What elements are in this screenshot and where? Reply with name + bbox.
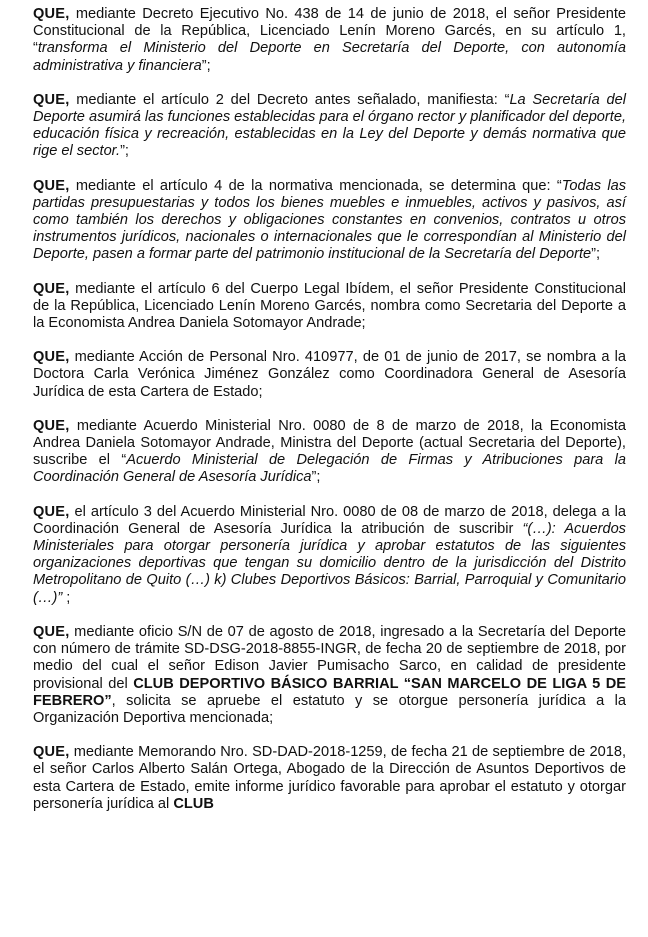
text: mediante el artículo 6 del Cuerpo Legal Ibídem, el señor Presidente Constitucional de la República, Licenciado Lenín Moreno Garcés, nombra como Secretaria del Deporte a la Economista Andrea Daniela Sotomayor Andrade; [33,280,626,332]
paragraph-decreto-438 [33,6,626,75]
que-label: QUE, [33,417,70,434]
que-label: QUE, [33,623,70,640]
club-name: CLUB DEPORTIVO BÁSICO BARRIAL “SAN MARCELO DE LIGA 5 DE FEBRERO” [33,675,626,709]
text: mediante oficio S/N de 07 de agosto de 2018, ingresado a la Secretaría del Deporte con número de trámite SD-DSG-2018-8855-INGR, de fecha 20 de septiembre de 2018, por medio del cual el señor Edison Javier Pumisacho Sarco, en calidad de presidente provisional del [33,623,626,692]
que-label: QUE, [33,349,70,366]
paragraph-accion-personal [33,349,626,401]
quote-text: “(…): Acuerdos Ministeriales para otorgar personería jurídica y aprobar estatutos de las siguientes organizaciones deportivas que tengan su domicilio dentro de la jurisdicción del Distrito Metropolitano de Quito (…) k) Clubes Deportivos Básicos: Barrial, Parroquial y Comunitario (…)” [33,520,626,606]
paragraph-articulo-6 [33,281,626,333]
text: ”; [120,143,129,160]
text: ; [62,589,71,606]
que-label: QUE, [33,744,70,761]
quote-text: Acuerdo Ministerial de Delegación de Firmas y Atribuciones para la Coordinación General de Asesoría Jurídica [33,452,626,486]
text: ”; [591,246,601,263]
quote-text: La Secretaría del Deporte asumirá las funciones establecidas para el órgano rector y planificador del deporte, educación física y recreación, establecidas en la Ley del Deporte y demás normativa que rige el sector. [33,91,627,160]
quote-text: Todas las partidas presupuestarias y todos los bienes muebles e inmuebles, activos y pasivos, así como también los derechos y obligaciones constantes en convenios, contratos u otros instrumentos jurídicos, nacionales o internacionales que le correspondían al Ministerio del Deporte, pasen a formar parte del patrimonio institucional de la Secretaría del Deporte [33,177,627,263]
text: mediante Memorando Nro. SD-DAD-2018-1259, de fecha 21 de septiembre de 2018, el señor Carlos Alberto Salán Ortega, Abogado de la Dirección de Asuntos Deportivos de esta Cartera de Estado, emite informe jurídico favorable para aprobar el estatuto y otorgar personería jurídica al [33,744,626,812]
paragraph-articulo-4 [33,178,626,264]
text: , solicita se apruebe el estatuto y se otorgue personería jurídica a la Organización Deportiva mencionada; [33,692,626,726]
paragraph-acuerdo-0080 [33,418,626,487]
que-label: QUE, [33,91,70,108]
que-label: QUE, [33,177,70,194]
quote-text: transforma el Ministerio del Deporte en Secretaría del Deporte, con autonomía administrativa y financiera [33,40,626,74]
text: mediante Acción de Personal Nro. 410977, de 01 de junio de 2017, se nombra a la Doctora Carla Verónica Jiménez González como Coordinadora General de Asesoría Jurídica de esta Cartera de Estado; [33,349,626,400]
que-label: QUE, [33,6,70,22]
text: mediante el artículo 2 del Decreto antes señalado, manifiesta: “ [69,91,510,108]
text: ”; [201,57,211,74]
paragraph-oficio [33,624,626,727]
que-label: QUE, [33,503,70,520]
text: mediante el artículo 4 de la normativa mencionada, se determina que: “ [69,177,562,194]
paragraph-articulo-3 [33,504,626,607]
club-name: CLUB [173,795,214,812]
paragraph-articulo-2 [33,92,626,161]
text: mediante Decreto Ejecutivo No. 438 de 14 de junio de 2018, el señor Presidente Constitucional de la República, Licenciado Lenín Moreno Garcés, en su artículo 1, “ [33,6,626,57]
text: mediante Acuerdo Ministerial Nro. 0080 de 8 de marzo de 2018, la Economista Andrea Daniela Sotomayor Andrade, Ministra del Deporte (actual Secretaria del Deporte), suscribe el “ [33,417,626,469]
que-label: QUE, [33,280,70,297]
paragraph-memorando [33,744,626,813]
text: ”; [311,469,321,486]
text: el artículo 3 del Acuerdo Ministerial Nro. 0080 de 08 de marzo de 2018, delega a la Coordinación General de Asesoría Jurídica la atribución de suscribir [33,503,626,537]
